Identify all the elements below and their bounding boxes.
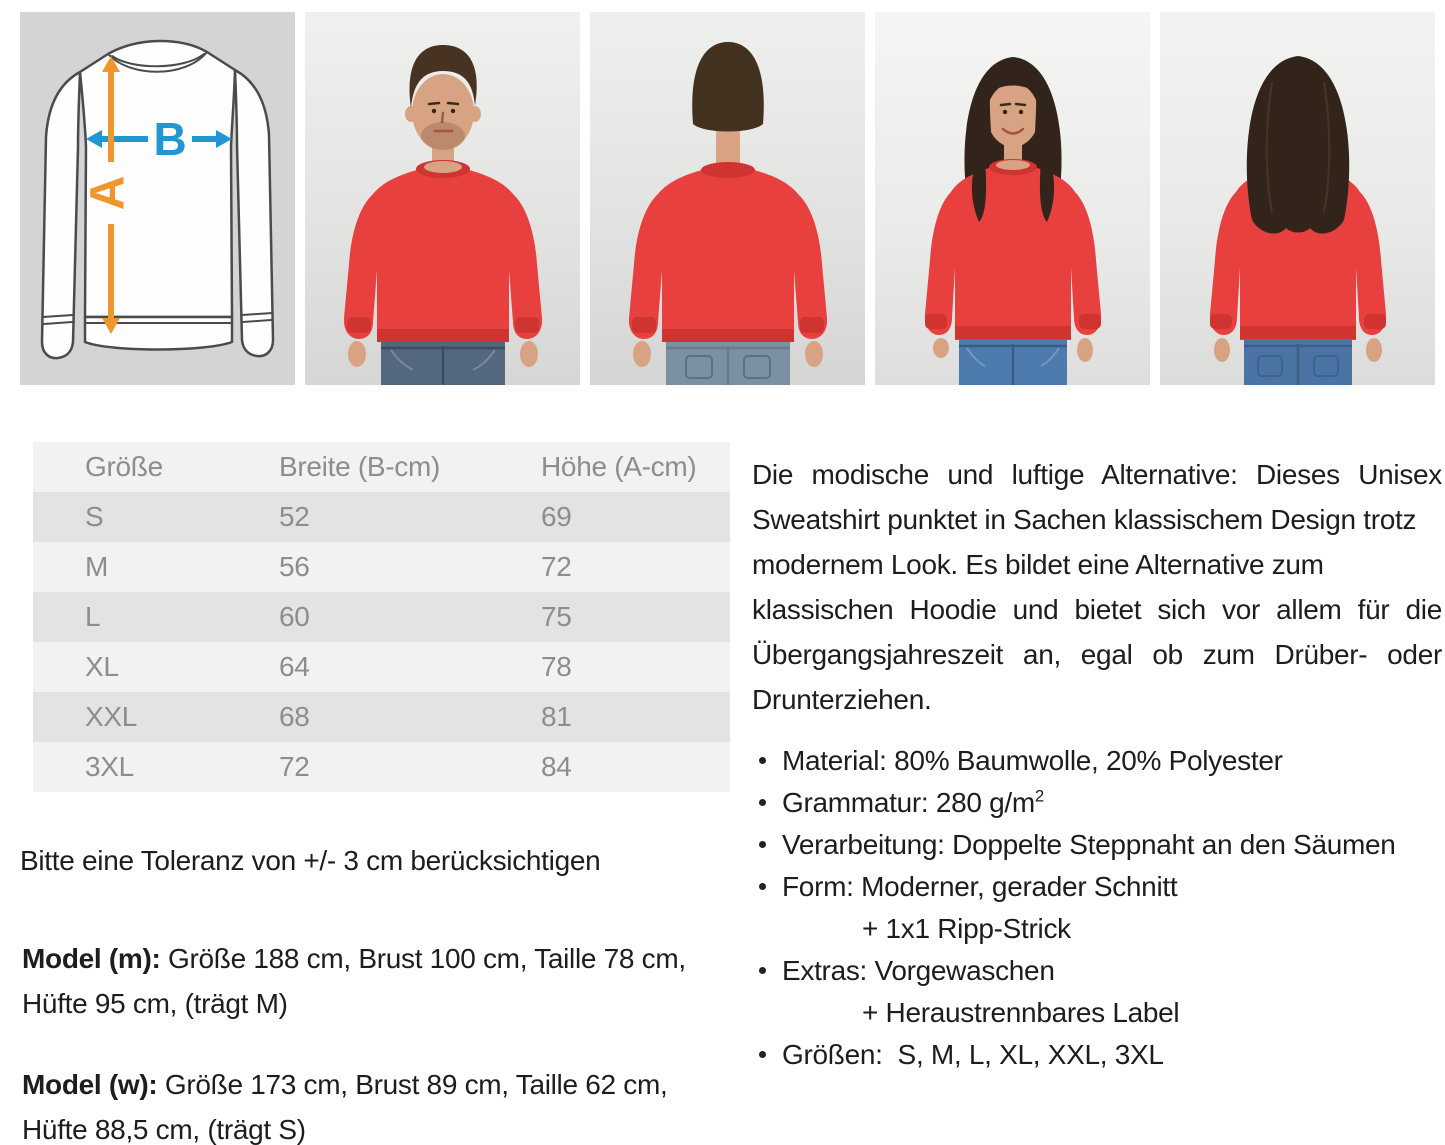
photo-woman-front-svg <box>875 12 1150 385</box>
feature-item-form: Form: Moderner, gerader Schnitt <box>752 866 1445 908</box>
table-row <box>33 592 730 642</box>
column-header-width: Breite (B-cm) <box>279 451 440 482</box>
table-row <box>33 642 730 692</box>
cell-height: 78 <box>541 651 572 682</box>
model-m-line2: Hüfte 95 cm, (trägt M) <box>22 988 288 1019</box>
feature-item-groessen: Größen: S, M, L, XL, XXL, 3XL <box>752 1034 1445 1076</box>
column-header-height: Höhe (A-cm) <box>541 451 697 482</box>
feature-list <box>752 740 1445 1076</box>
cell-size: 3XL <box>85 751 134 782</box>
cell-height: 72 <box>541 551 572 582</box>
model-w-info <box>22 1062 727 1145</box>
model-m-line1: Größe 188 cm, Brust 100 cm, Taille 78 cm, <box>168 943 686 974</box>
photo-woman-back <box>1160 12 1435 385</box>
table-row <box>33 692 730 742</box>
description-line: Übergangsjahreszeit an, egal ob zum Drüber- oder <box>752 639 1442 670</box>
feature-item-extras: Extras: Vorgewaschen <box>752 950 1445 992</box>
cell-height: 69 <box>541 501 572 532</box>
feature-item-grammatur: Grammatur: 280 $g/m^2$ <box>752 782 1445 824</box>
product-description <box>752 452 1442 722</box>
photo-woman-back-svg <box>1160 12 1435 385</box>
description-line: Sweatshirt punktet in Sachen klassischem Design trotz <box>752 504 1417 535</box>
model-w-line2: Hüfte 88,5 cm, (trägt S) <box>22 1114 306 1145</box>
cell-width: 52 <box>279 501 310 532</box>
description-line: Die modische und luftige Alternative: Dieses Unisex <box>752 459 1442 490</box>
cell-size: XL <box>85 651 119 682</box>
cell-width: 64 <box>279 651 310 682</box>
photo-man-front-svg <box>305 12 580 385</box>
feature-item-label: + Heraustrennbares Label <box>862 997 1180 1028</box>
size-diagram <box>20 12 295 385</box>
photo-woman-front <box>875 12 1150 385</box>
cell-width: 68 <box>279 701 310 732</box>
feature-item-verarbeitung: Verarbeitung: Doppelte Steppnaht an den Säumen <box>752 824 1445 866</box>
table-row <box>33 492 730 542</box>
tolerance-note: Bitte eine Toleranz von +/- 3 cm berücksichtigen <box>20 845 601 876</box>
model-m-info <box>22 936 727 1026</box>
size-table <box>33 442 730 792</box>
column-header-size: Größe <box>85 451 163 482</box>
feature-item-ripp-strick: + 1x1 Ripp-Strick <box>862 913 1071 944</box>
superscript-2: 2 <box>1034 786 1044 806</box>
photo-man-back <box>590 12 865 385</box>
cell-width: 60 <box>279 601 310 632</box>
feature-item-material: Material: 80% Baumwolle, 20% Polyester <box>752 740 1445 782</box>
table-row <box>33 542 730 592</box>
photo-man-back-svg <box>590 12 865 385</box>
description-line: klassischen Hoodie und bietet sich vor allem für die <box>752 594 1442 625</box>
table-header-row <box>33 442 730 492</box>
product-image-strip <box>20 12 1435 385</box>
cell-height: 84 <box>541 751 572 782</box>
description-line: Drunterziehen. <box>752 684 932 715</box>
model-w-label: Model (w): <box>22 1069 158 1100</box>
model-w-line1: Größe 173 cm, Brust 89 cm, Taille 62 cm, <box>164 1069 668 1100</box>
photo-man-front <box>305 12 580 385</box>
cell-height: 81 <box>541 701 572 732</box>
description-line: modernem Look. Es bildet eine Alternative zum <box>752 549 1324 580</box>
model-m-label: Model (m): <box>22 943 161 974</box>
width-label-b: B <box>153 113 187 165</box>
cell-width: 72 <box>279 751 310 782</box>
cell-size: S <box>85 501 104 532</box>
cell-height: 75 <box>541 601 572 632</box>
cell-width: 56 <box>279 551 310 582</box>
size-diagram-svg <box>20 12 295 385</box>
cell-size: XXL <box>85 701 138 732</box>
cell-size: L <box>85 601 101 632</box>
height-label-a: A <box>81 175 135 211</box>
table-row <box>33 742 730 792</box>
cell-size: M <box>85 551 109 582</box>
